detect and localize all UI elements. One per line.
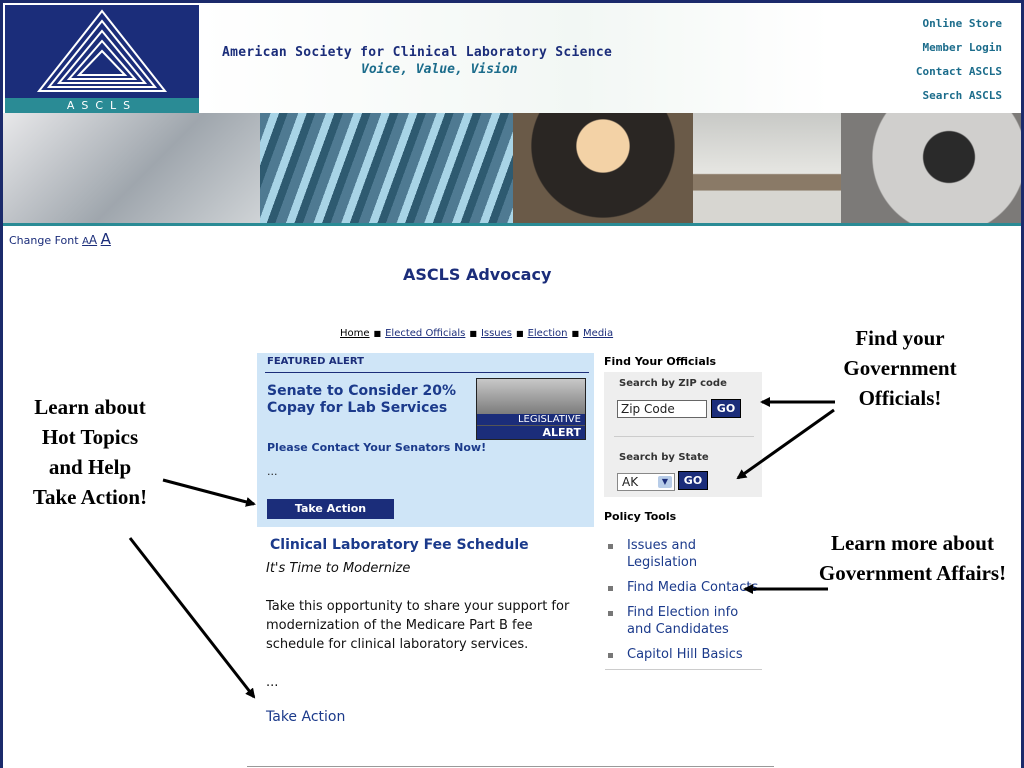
breadcrumb-elected-officials[interactable]: Elected Officials — [385, 328, 466, 339]
organization-slogan: Voice, Value, Vision — [361, 62, 518, 77]
policy-tools-heading: Policy Tools — [604, 510, 677, 523]
fee-schedule-body: Take this opportunity to share your support for modernization of the Medicare Part B fee schedule for clinical laboratory services. — [266, 599, 570, 652]
font-medium-link[interactable]: A — [88, 233, 98, 247]
featured-alert-contact: Please Contact Your Senators Now! — [267, 441, 487, 454]
bullet-icon: ■ — [571, 329, 580, 338]
logo-text: ASCLS — [5, 98, 199, 113]
breadcrumb-home[interactable]: Home — [340, 328, 370, 339]
organization-name: American Society for Clinical Laboratory Science — [222, 45, 613, 60]
breadcrumb-media[interactable]: Media — [583, 328, 614, 339]
fee-schedule-subtitle: It's Time to Modernize — [266, 561, 411, 576]
policy-item-election[interactable]: Find Election info and Candidates — [605, 604, 762, 638]
font-large-link[interactable]: A — [100, 230, 111, 248]
arrow-to-take-action — [163, 480, 254, 504]
annotation-government-affairs: Learn more about Government Affairs! — [818, 531, 1007, 585]
featured-alert-label: FEATURED ALERT — [267, 356, 364, 367]
zip-go-button[interactable]: GO — [711, 399, 741, 418]
annotation-find-officials: Find your Government Officials! — [843, 326, 957, 410]
find-officials-heading: Find Your Officials — [604, 355, 717, 368]
change-font-label: Change Font — [9, 234, 79, 247]
policy-item-capitol-hill[interactable]: Capitol Hill Basics — [605, 646, 762, 663]
featured-alert-ellipsis: ... — [267, 465, 278, 478]
page-title: ASCLS Advocacy — [403, 265, 552, 284]
bullet-icon: ■ — [373, 329, 382, 338]
policy-item-media[interactable]: Find Media Contacts — [605, 579, 762, 596]
search-link[interactable]: Search ASCLS — [922, 89, 1002, 102]
badge-line-2: ALERT — [477, 426, 585, 439]
font-small-link[interactable]: A — [82, 236, 89, 247]
featured-alert-title[interactable]: Senate to Consider 20% Copay for Lab Services — [267, 383, 457, 416]
take-action-button[interactable]: Take Action — [267, 499, 394, 519]
online-store-link[interactable]: Online Store — [922, 17, 1002, 30]
state-go-button[interactable]: GO — [678, 471, 708, 490]
bullet-icon: ■ — [469, 329, 477, 338]
chevron-down-icon[interactable]: ▼ — [658, 476, 672, 488]
fee-schedule-title[interactable]: Clinical Laboratory Fee Schedule — [270, 537, 529, 553]
badge-line-1: LEGISLATIVE — [477, 414, 585, 425]
breadcrumb-issues[interactable]: Issues — [480, 328, 513, 339]
policy-item-issues[interactable]: Issues and Legislation — [605, 537, 762, 571]
contact-link[interactable]: Contact ASCLS — [915, 65, 1002, 78]
zip-search-label: Search by ZIP code — [619, 378, 727, 389]
breadcrumb-election[interactable]: Election — [527, 328, 568, 339]
arrow-to-state-search — [738, 410, 834, 478]
annotation-hot-topics: Learn about Hot Topics and Help Take Action! — [32, 395, 148, 509]
state-search-label: Search by State — [619, 452, 709, 463]
fee-take-action-link[interactable]: Take Action — [266, 709, 346, 725]
state-select-value: AK — [622, 475, 639, 489]
arrow-to-fee-take-action — [130, 538, 254, 697]
member-login-link[interactable]: Member Login — [922, 41, 1002, 54]
bullet-icon: ■ — [516, 329, 524, 338]
fee-schedule-ellipsis: ... — [266, 675, 279, 690]
